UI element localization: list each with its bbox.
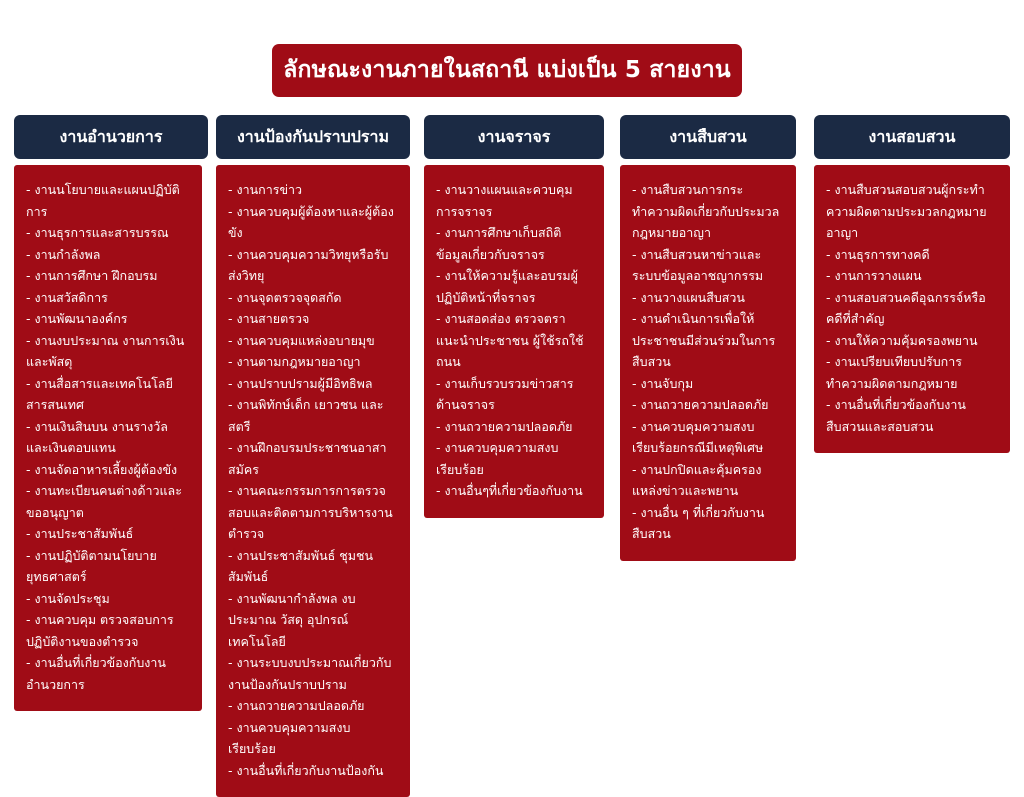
list-item: - งานสายตรวจ — [228, 311, 310, 326]
list-item: - งานอื่นๆที่เกี่ยวข้องกับงาน — [436, 483, 583, 498]
column-header-3 — [620, 115, 796, 159]
list-item: - งานปฏิบัติตามนโยบายยุทธศาสตร์ — [26, 547, 157, 584]
list-item: - งานควบคุมความสงบเรียบร้อย — [228, 719, 351, 756]
list-item: - งานธุรการและสารบรรณ — [26, 225, 169, 240]
list-item: - งานการศึกษาเก็บสถิติข้อมูลเกี่ยวกับจราจร — [436, 225, 562, 262]
list-item: - งานควบคุมความวิทยุหรือรับส่งวิทยุ — [228, 246, 389, 283]
column-body-4 — [814, 165, 1010, 453]
list-item: - งานปกปิดและคุ้มครองแหล่งข่าวและพยาน — [632, 461, 762, 498]
list-item: - งานนโยบายและแผนปฏิบัติการ — [26, 182, 180, 219]
column-body-1 — [216, 165, 410, 797]
column-header-0 — [14, 115, 208, 159]
column-ngan-jarajon — [424, 115, 618, 518]
list-item: - งานสืบสวนหาข่าวและระบบข้อมูลอาชญากรรม — [632, 246, 764, 283]
list-item: - งานจับกุม — [632, 375, 694, 391]
list-item: - งานสวัสดิการ — [26, 289, 108, 305]
list-item: - งานการข่าว — [228, 182, 303, 197]
column-body-0 — [14, 165, 202, 711]
list-item: - งานอื่นที่เกี่ยวข้องกับงานสืบสวนและสอบสวน — [826, 397, 966, 434]
list-item: - งานตามกฎหมายอาญา — [228, 354, 361, 369]
column-header-1 — [216, 115, 410, 159]
list-item: - งานสอบสวนคดีอุฉกรรจ์หรือคดีที่สำคัญ — [826, 289, 986, 326]
column-ngan-pongkan-prabpram — [216, 115, 410, 797]
list-item: - งานประชาสัมพันธ์ — [26, 526, 134, 541]
column-header-label-3: งานสืบสวน — [669, 126, 747, 146]
list-item: - งานประชาสัมพันธ์ ชุมชนสัมพันธ์ — [228, 547, 374, 584]
list-item: - งานคณะกรรมการการตรวจสอบและติดตามการบริหารงานตำรวจ — [228, 483, 393, 541]
list-item: - งานควบคุมแหล่งอบายมุข — [228, 332, 375, 348]
list-item: - งานให้ความคุ้มครองพยาน — [826, 332, 978, 348]
list-item: - งานให้ความรู้และอบรมผู้ปฏิบัติหน้าที่จราจร — [436, 268, 578, 305]
list-item: - งานสืบสวนการกระทำความผิดเกี่ยวกับประมวลกฎหมายอาญา — [632, 182, 780, 240]
column-header-label-4: งานสอบสวน — [868, 126, 956, 146]
diagram-title-banner — [272, 44, 742, 97]
list-item: - งานเก็บรวบรวมข่าวสารด้านจราจร — [436, 375, 574, 412]
list-item: - งานถวายความปลอดภัย — [228, 698, 365, 713]
list-item: - งานวางแผนสืบสวน — [632, 289, 745, 305]
column-body-3 — [620, 165, 796, 561]
list-item: - งานถวายความปลอดภัย — [632, 397, 769, 412]
list-item: - งานควบคุม ตรวจสอบการปฏิบัติงานของตำรวจ — [26, 612, 174, 649]
list-item: - งานพัฒนากำลังพล งบประมาณ วัสดุ อุปกรณ์ เทคโนโลยี — [228, 590, 356, 649]
column-header-label-0: งานอำนวยการ — [59, 126, 163, 146]
list-item: - งานวางแผนและควบคุมการจราจร — [436, 182, 573, 219]
list-item: - งานควบคุมความสงบเรียบร้อยกรณีมีเหตุพิเศษ — [632, 418, 764, 455]
list-item: - งานกำลังพล — [26, 246, 101, 262]
list-item: - งานถวายความปลอดภัย — [436, 418, 573, 434]
list-item: - งานปราบปรามผู้มีอิทธิพล — [228, 375, 373, 391]
list-item: - งานจัดประชุม — [26, 590, 110, 606]
list-item: - งานควบคุมความสงบเรียบร้อย — [436, 440, 559, 477]
column-ngan-amnuaykan — [14, 115, 208, 711]
list-item: - งานการศึกษา ฝึกอบรม — [26, 268, 158, 283]
list-item: - งานพัฒนาองค์กร — [26, 311, 128, 326]
list-item: - งานพิทักษ์เด็ก เยาวชน และสตรี — [228, 397, 384, 434]
list-item: - งานสืบสวนสอบสวนผู้กระทำความผิดตามประมวลกฎหมายอาญา — [826, 182, 987, 240]
list-item: - งานจุดตรวจจุดสกัด — [228, 289, 342, 305]
column-body-2 — [424, 165, 604, 518]
list-item: - งานสอดส่อง ตรวจตราแนะนำประชาชน ผู้ใช้รถใช้ถนน — [436, 311, 584, 369]
column-ngan-suepsuan — [620, 115, 814, 561]
list-item: - งานระบบงบประมาณเกี่ยวกับงานป้องกันปราบปราม — [228, 655, 392, 692]
list-item: - งานทะเบียนคนต่างด้าวและขออนุญาต — [26, 483, 182, 520]
list-item: - งานควบคุมผู้ต้องหาและผู้ต้องขัง — [228, 203, 394, 240]
list-item: - งานจัดอาหารเลี้ยงผู้ต้องขัง — [26, 461, 178, 477]
column-header-label-1: งานป้องกันปราบปราม — [236, 126, 390, 146]
list-item: - งานงบประมาณ งานการเงินและพัสดุ — [26, 332, 185, 369]
list-item: - งานดำเนินการเพื่อให้ประชาชนมีส่วนร่วมในการสืบสวน — [632, 311, 776, 369]
column-header-2 — [424, 115, 604, 159]
column-ngan-sopsuan — [814, 115, 1008, 453]
list-item: - งานเงินสินบน งานรางวัลและเงินตอบแทน — [26, 418, 168, 455]
list-item: - งานอื่นที่เกี่ยวข้องกับงานอำนวยการ — [26, 655, 166, 692]
list-item: - งานการวางแผน — [826, 268, 922, 283]
column-header-4 — [814, 115, 1010, 159]
page-title: ลักษณะงานภายในสถานี แบ่งเป็น 5 สายงาน — [283, 56, 731, 83]
list-item: - งานธุรการทางคดี — [826, 246, 930, 262]
column-header-label-2: งานจราจร — [477, 126, 551, 146]
list-item: - งานเปรียบเทียบปรับการทำความผิดตามกฎหมาย — [826, 354, 962, 391]
list-item: - งานอื่นที่เกี่ยวกับงานป้องกัน — [228, 762, 384, 778]
list-item: - งานสื่อสารและเทคโนโลยีสารสนเทศ — [26, 375, 173, 412]
list-item: - งานอื่น ๆ ที่เกี่ยวกับงานสืบสวน — [632, 504, 765, 541]
list-item: - งานฝึกอบรมประชาชนอาสาสมัคร — [228, 440, 387, 477]
